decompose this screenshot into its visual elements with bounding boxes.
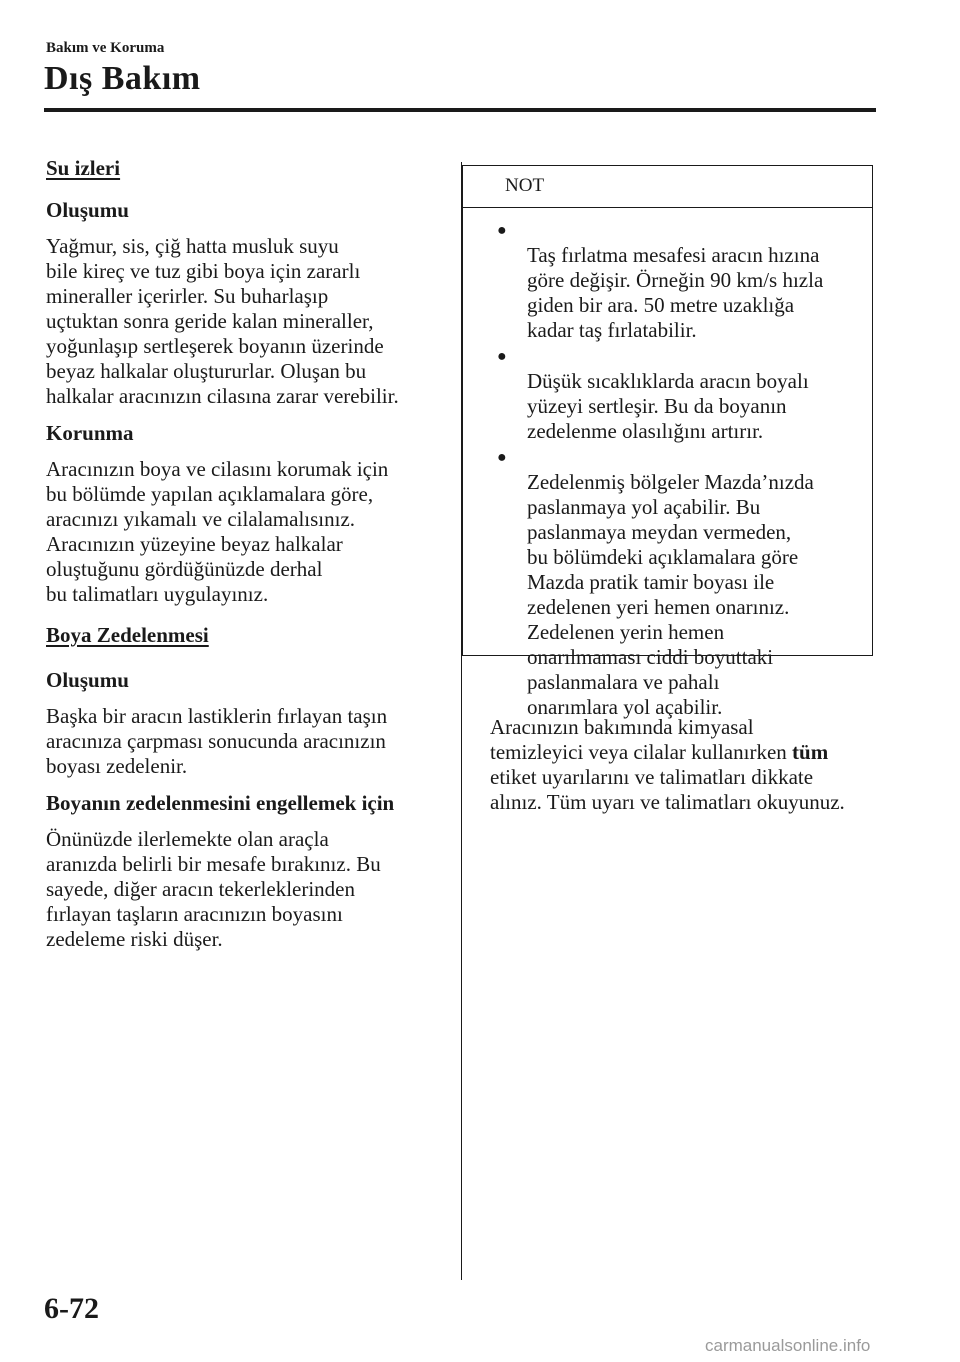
emphasis-tum: tüm: [792, 740, 829, 764]
page-number: 6-72: [44, 1292, 99, 1325]
note-title: NOT: [463, 166, 872, 208]
header-rule: [44, 108, 876, 112]
paragraph-engellemek: Önünüzde ilerlemekte olan araçla aranızda belirli bir mesafe bırakınız. Bu sayede, diğer aracın tekerleklerinden fırlayan taşların aracınızın boyasını zedeleme riski düşer.: [46, 827, 381, 951]
note-list: [463, 208, 872, 720]
paragraph-boya-olusumu: Başka bir aracın lastiklerin fırlayan taşın aracınıza çarpması sonucunda aracınızın boyası zedelenir.: [46, 704, 388, 778]
page-title: Dış Bakım: [44, 60, 201, 97]
paragraph-kimyasal-end: etiket uyarılarını ve talimatları dikkate alınız. Tüm uyarı ve talimatları okuyunuz.: [490, 765, 845, 814]
note-item-text: Zedelenmiş bölgeler Mazda’nızda paslanmaya yol açabilir. Bu paslanmaya meydan vermeden, bu bölümdeki açıklamalara göre Mazda pratik tamir boyası ile zedelenen yeri hemen onarınız. Zedelenen yerin hemen onarılmaması ciddi boyuttaki paslanmalara ve pahalı onarımlara yol açabilir.: [527, 470, 814, 719]
left-column: [46, 156, 446, 964]
note-box: [462, 165, 873, 719]
note-item-text: Düşük sıcaklıklarda aracın boyalı yüzeyi sertleşir. Bu da boyanın zedelenme olasılığını artırır.: [527, 369, 809, 443]
heading-engellemek: Boyanın zedelenmesini engellemek için: [46, 791, 395, 815]
heading-su-olusumu: Oluşumu: [46, 198, 129, 222]
heading-boya-olusumu: Oluşumu: [46, 668, 129, 692]
right-column: [490, 715, 880, 827]
heading-boya-zedelenmesi: Boya Zedelenmesi: [46, 623, 209, 647]
bullet-icon: ●: [497, 348, 507, 365]
heading-su-izleri: Su izleri: [46, 156, 121, 180]
note-item: [497, 218, 860, 343]
paragraph-korunma: Aracınızın boya ve cilasını korumak için bu bölümde yapılan açıklamalara göre, aracınızı yıkamalı ve cilalamalısınız. Aracınızın yüzeyine beyaz halkalar oluştuğunu gördüğünüzde derhal bu talimatları uygulayınız.: [46, 457, 389, 606]
paragraph-kimyasal: [490, 715, 880, 815]
heading-korunma: Korunma: [46, 421, 134, 445]
paragraph-su-olusumu: Yağmur, sis, çiğ hatta musluk suyu bile kireç ve tuz gibi boya için zararlı mineraller içerirler. Su buharlaşıp uçtuktan sonra geride kalan mineraller, yoğunlaşıp sertleşerek boyanın üzerinde beyaz halkalar oluştururlar. Oluşan bu halkalar aracınızın cilasına zarar verebilir.: [46, 234, 399, 408]
bullet-icon: ●: [497, 449, 507, 466]
note-item: [497, 344, 860, 444]
note-item-text: Taş fırlatma mesafesi aracın hızına göre değişir. Örneğin 90 km/s hızla giden bir ara. 50 metre uzaklığa kadar taş fırlatabilir.: [527, 243, 824, 342]
paragraph-kimyasal-start: Aracınızın bakımında kimyasal temizleyici veya cilalar kullanırken: [490, 715, 787, 764]
section-label: Bakım ve Koruma: [46, 40, 165, 56]
watermark: carmanualsonline.info: [705, 1336, 871, 1355]
note-item: [497, 445, 860, 720]
bullet-icon: ●: [497, 222, 507, 239]
